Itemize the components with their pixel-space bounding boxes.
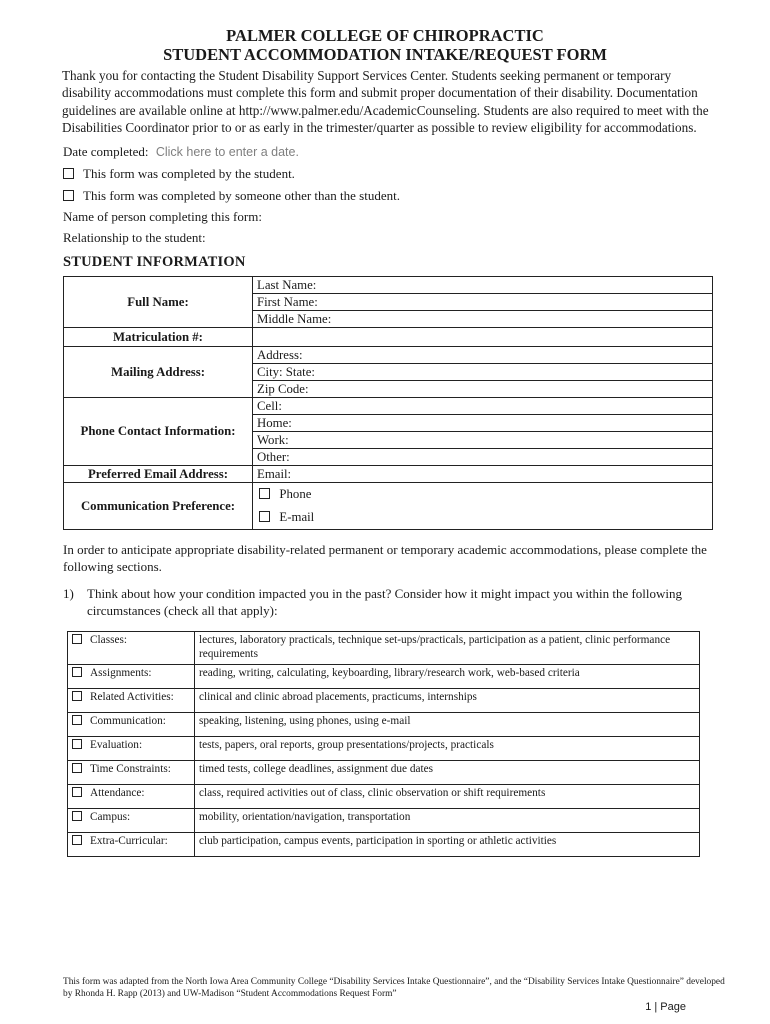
middle-name-field[interactable]: Middle Name:	[257, 312, 332, 326]
preferred-email-label: Preferred Email Address:	[64, 466, 253, 483]
circumstance-label: Assignments:	[90, 667, 152, 679]
circumstance-description: clinical and clinic abroad placements, practicums, internships	[195, 689, 700, 713]
college-title: PALMER COLLEGE OF CHIROPRACTIC	[226, 26, 544, 45]
anticipate-paragraph: In order to anticipate appropriate disability-related permanent or temporary academic accommodations, please complete the following sections.	[63, 542, 707, 574]
circumstance-option	[68, 713, 195, 737]
circumstance-option	[68, 833, 195, 857]
circumstance-label: Extra-Curricular:	[90, 835, 168, 847]
full-name-label: Full Name:	[64, 277, 253, 328]
relationship-label: Relationship to the student:	[63, 230, 206, 245]
completed-by-other-checkbox[interactable]	[63, 190, 74, 201]
circumstance-row	[68, 761, 700, 785]
circumstance-description: speaking, listening, using phones, using e-mail	[195, 713, 700, 737]
email-field[interactable]: Email:	[253, 466, 713, 483]
mailing-address-label: Mailing Address:	[64, 347, 253, 398]
phone-contact-label: Phone Contact Information:	[64, 398, 253, 466]
phone-contact-cell	[253, 398, 713, 466]
circumstance-label: Campus:	[90, 811, 131, 823]
question-1-number: 1)	[63, 586, 74, 601]
completer-name-label: Name of person completing this form:	[63, 209, 262, 224]
circumstance-description: reading, writing, calculating, keyboarding, library/research work, web-based criteria	[195, 665, 700, 689]
circumstance-checkbox[interactable]	[72, 811, 82, 821]
first-name-field[interactable]: First Name:	[253, 294, 712, 311]
matriculation-field[interactable]	[253, 328, 713, 347]
circumstance-row	[68, 689, 700, 713]
circumstance-row	[68, 737, 700, 761]
circumstance-checkbox[interactable]	[72, 691, 82, 701]
circumstance-option	[68, 737, 195, 761]
circumstance-option	[68, 785, 195, 809]
footer-attribution: This form was adapted from the North Iowa Area Community College “Disability Services Intake Questionnaire”, and the “Disability Services Intake Questionnaire” developed by Rhonda H. Rapp (2013) and UW-Madison “Student Accommodations Request Form”	[63, 977, 725, 999]
circumstance-label: Classes:	[90, 634, 128, 646]
communication-preference-cell	[253, 483, 713, 530]
circumstance-checkbox[interactable]	[72, 667, 82, 677]
circumstance-checkbox[interactable]	[72, 715, 82, 725]
circumstance-description: tests, papers, oral reports, group presentations/projects, practicals	[195, 737, 700, 761]
circumstance-label: Evaluation:	[90, 739, 143, 751]
circumstance-description: timed tests, college deadlines, assignment due dates	[195, 761, 700, 785]
circumstance-option	[68, 689, 195, 713]
completed-by-student-row	[63, 166, 295, 182]
other-phone-field[interactable]: Other:	[257, 450, 290, 464]
circumstance-row	[68, 713, 700, 737]
circumstance-checkbox[interactable]	[72, 763, 82, 773]
circumstance-row	[68, 809, 700, 833]
date-completed-label: Date completed:	[63, 144, 149, 159]
form-title: STUDENT ACCOMMODATION INTAKE/REQUEST FORM	[163, 45, 607, 64]
completed-by-student-label: This form was completed by the student.	[83, 166, 295, 181]
pref-email-label: E-mail	[279, 510, 315, 524]
intro-paragraph: Thank you for contacting the Student Disability Support Services Center. Students seeking permanent or temporary disability accommodations must complete this form and submit proper documentation of their disability. Documentation guidelines are available online at http://www.palmer.edu/AcademicCounseling. Students are also required to meet with the Disabilities Coordinator prior to or as early in the trimester/quarter as possible to review eligibility for accommodations.	[62, 68, 709, 135]
circumstance-label: Related Activities:	[90, 691, 174, 703]
address-field[interactable]: Address:	[253, 347, 712, 364]
circumstance-checkbox[interactable]	[72, 787, 82, 797]
question-1-text: Think about how your condition impacted you in the past? Consider how it might impact you within the following circumstances (check all that apply):	[87, 586, 683, 618]
circumstance-row	[68, 785, 700, 809]
student-information-heading: STUDENT INFORMATION	[63, 254, 246, 270]
pref-phone-label: Phone	[279, 487, 312, 501]
circumstance-description: lectures, laboratory practicals, technique set-ups/practicals, participation as a patient, clinic performance requirements	[195, 632, 700, 665]
circumstance-checkbox[interactable]	[72, 835, 82, 845]
work-phone-field[interactable]: Work:	[253, 432, 712, 449]
pref-phone-checkbox[interactable]	[259, 488, 270, 499]
communication-preference-label: Communication Preference:	[64, 483, 253, 530]
date-picker-field[interactable]: Click here to enter a date.	[155, 145, 299, 159]
home-phone-field[interactable]: Home:	[253, 415, 712, 432]
page-number: 1 | Page	[645, 1001, 686, 1013]
date-completed-row	[63, 144, 299, 160]
circumstance-description: class, required activities out of class, clinic observation or shift requirements	[195, 785, 700, 809]
circumstance-label: Attendance:	[90, 787, 145, 799]
circumstance-description: mobility, orientation/navigation, transportation	[195, 809, 700, 833]
completed-by-student-checkbox[interactable]	[63, 168, 74, 179]
circumstance-description: club participation, campus events, participation in sporting or athletic activities	[195, 833, 700, 857]
circumstance-row	[68, 665, 700, 689]
student-information-table	[63, 276, 713, 530]
completed-by-other-row	[63, 188, 400, 204]
pref-phone-option	[253, 483, 712, 506]
circumstance-checkbox[interactable]	[72, 739, 82, 749]
circumstances-table	[67, 631, 700, 857]
pref-email-option	[253, 506, 712, 529]
circumstance-option	[68, 632, 195, 665]
mailing-address-cell	[253, 347, 713, 398]
circumstance-label: Communication:	[90, 715, 166, 727]
completed-by-other-label: This form was completed by someone other than the student.	[83, 188, 400, 203]
full-name-cell	[253, 277, 713, 328]
circumstance-option	[68, 809, 195, 833]
circumstance-label: Time Constraints:	[90, 763, 171, 775]
circumstance-option	[68, 761, 195, 785]
zip-code-field[interactable]: Zip Code:	[257, 382, 309, 396]
circumstance-checkbox[interactable]	[72, 634, 82, 644]
circumstance-row	[68, 632, 700, 665]
last-name-field[interactable]: Last Name:	[253, 277, 712, 294]
circumstance-row	[68, 833, 700, 857]
city-state-field[interactable]: City: State:	[253, 364, 712, 381]
circumstance-option	[68, 665, 195, 689]
pref-email-checkbox[interactable]	[259, 511, 270, 522]
cell-phone-field[interactable]: Cell:	[253, 398, 712, 415]
matriculation-label: Matriculation #:	[64, 328, 253, 347]
